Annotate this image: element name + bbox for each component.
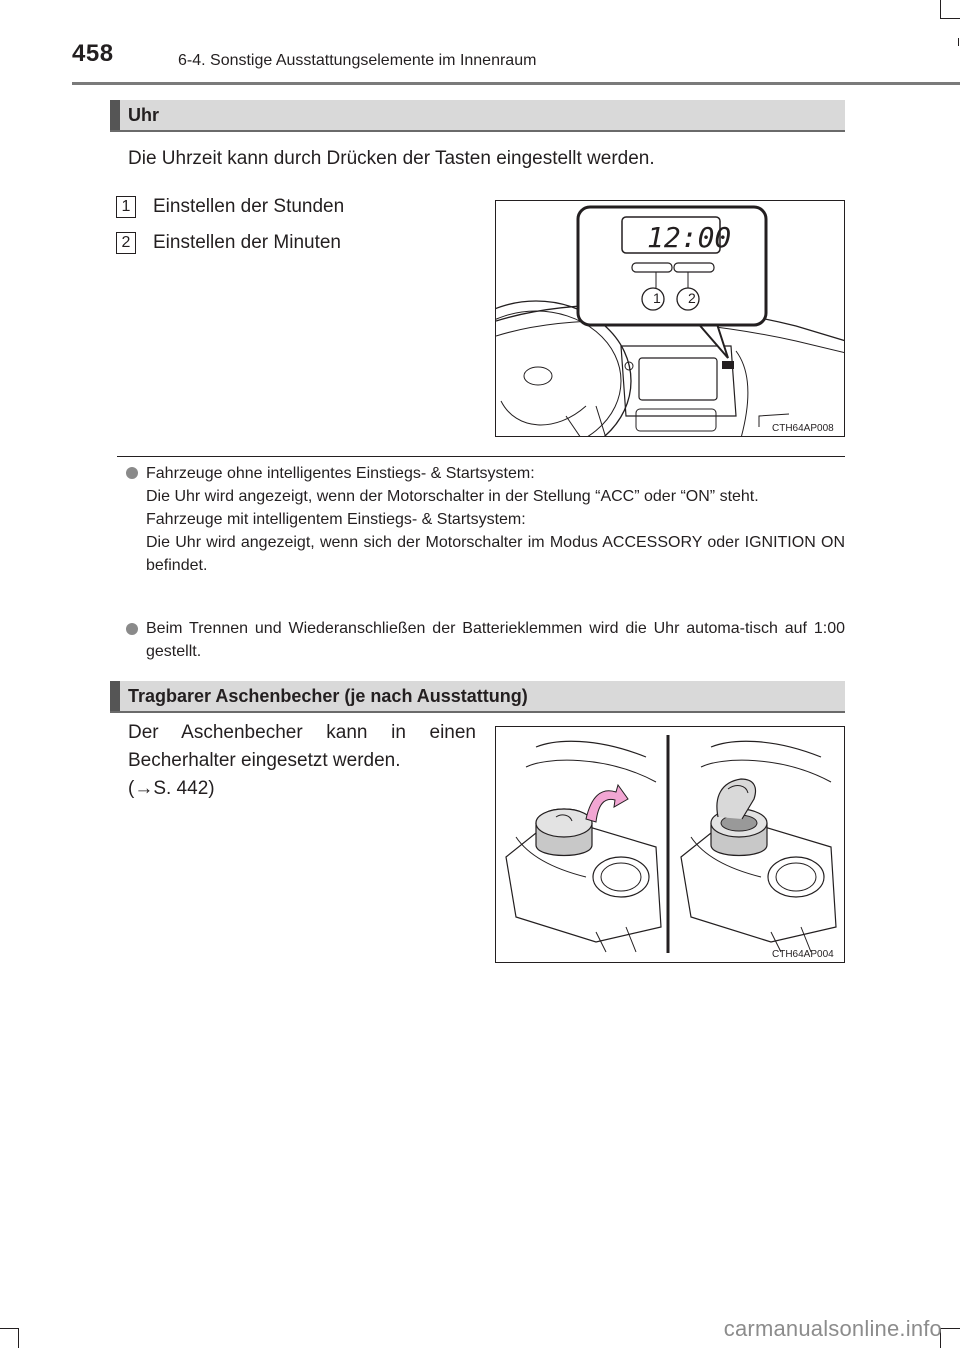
note-ignition: [146, 462, 845, 577]
ashtray-illustration: [496, 727, 845, 963]
page-number: 458: [72, 40, 114, 67]
crop-mark: [18, 1328, 19, 1348]
section-title: Uhr: [128, 105, 159, 125]
ashtray-figure: [495, 726, 845, 963]
section-accent: [110, 681, 120, 711]
crop-mark: [940, 0, 941, 18]
crop-mark: [940, 18, 960, 19]
note-line: Die Uhr wird angezeigt, wenn sich der Motorschalter im Modus ACCESSORY oder IGNITION ON befindet.: [146, 534, 845, 574]
item-label-minutes: Einstellen der Minuten: [153, 232, 341, 253]
section-bar-clock: [110, 100, 845, 132]
note-line: Fahrzeuge mit intelligentem Einstiegs- & Startsystem:: [146, 511, 526, 528]
section-bar-ashtray: [110, 681, 845, 713]
note-line: Die Uhr wird angezeigt, wenn der Motorschalter in der Stellung “ACC” oder “ON” steht.: [146, 488, 759, 505]
clock-display-time: 12:00: [647, 221, 732, 254]
item-number-box: 2: [116, 232, 136, 254]
crop-mark: [940, 1328, 960, 1329]
ashtray-text: Der Aschenbecher kann in einen Becherhalter eingesetzt werden.: [128, 722, 476, 771]
bullet-icon: [126, 467, 138, 479]
header-rule: [72, 82, 960, 85]
callout-2: 2: [688, 290, 696, 306]
figure-code: CTH64AP004: [772, 949, 834, 960]
crop-mark: [958, 38, 959, 46]
chapter-title: 6-4. Sonstige Ausstattungselemente im Innenraum: [178, 52, 537, 69]
callout-1: 1: [653, 290, 661, 306]
watermark: carmanualsonline.info: [723, 1316, 942, 1341]
bullet-icon: [126, 623, 138, 635]
crop-mark: [0, 1328, 18, 1329]
clock-figure: [495, 200, 845, 437]
note-line: Beim Trennen und Wiederanschließen der Batterieklemmen wird die Uhr automa-tisch auf 1:00 gestellt.: [146, 620, 845, 660]
section-title: Tragbarer Aschenbecher (je nach Ausstattung): [128, 686, 528, 706]
item-number-box: 1: [116, 196, 136, 218]
note-battery: [146, 617, 845, 663]
item-label-hours: Einstellen der Stunden: [153, 196, 345, 217]
clock-intro: Die Uhrzeit kann durch Drücken der Tasten eingestellt werden.: [128, 148, 655, 169]
ashtray-page-ref[interactable]: (→S. 442): [128, 778, 215, 799]
notes-rule: [117, 456, 845, 457]
figure-code: CTH64AP008: [772, 423, 834, 434]
note-line: Fahrzeuge ohne intelligentes Einstiegs- & Startsystem:: [146, 465, 535, 482]
section-accent: [110, 100, 120, 130]
